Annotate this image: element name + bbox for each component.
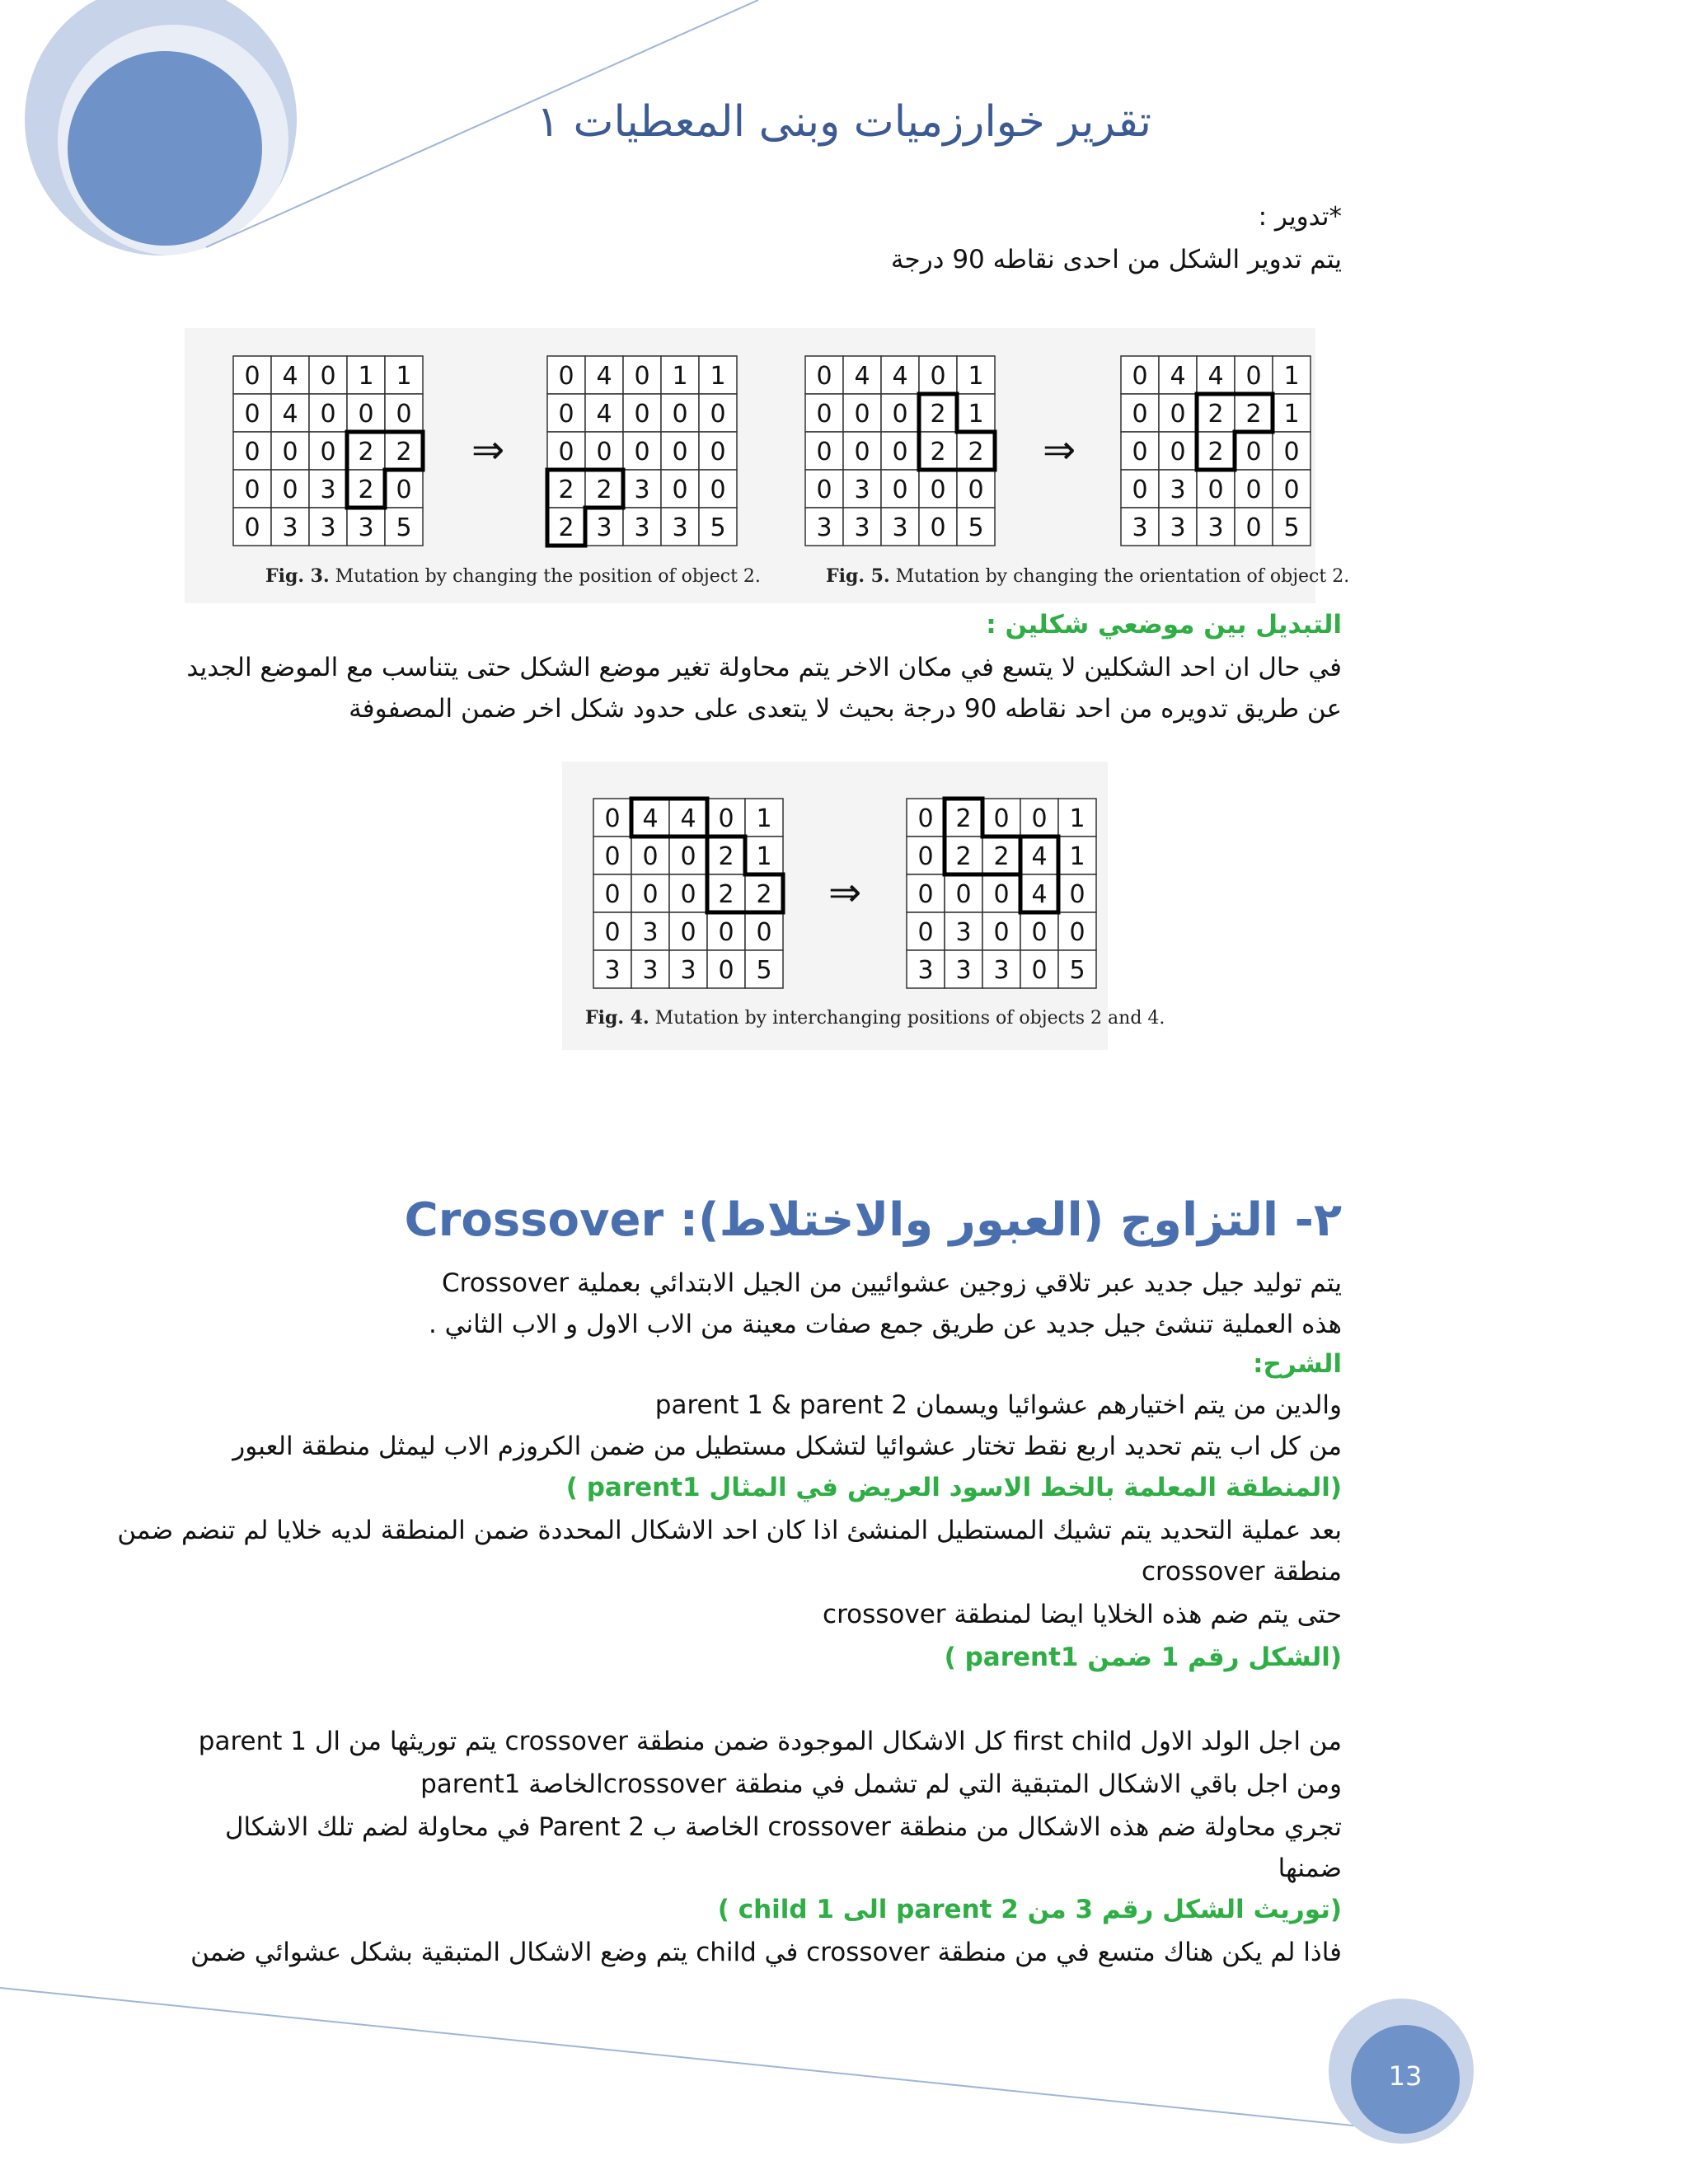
grid-cell-value: 2 — [955, 842, 972, 871]
grid-cell-value: 0 — [282, 476, 298, 504]
grid-cell-value: 0 — [604, 842, 621, 871]
grid-cell-value: 0 — [1132, 476, 1148, 504]
grid-cell-value: 2 — [596, 476, 612, 504]
grid-cell-value: 0 — [917, 804, 934, 833]
crossover-p3: والدين من يتم اختيارهم عشوائيا ويسمان parent 1 & parent 2 — [654, 1390, 1342, 1420]
arrow-fig4: ⇒ — [828, 869, 862, 916]
grid-cell-value: 3 — [1170, 476, 1186, 504]
grid-cell-value: 0 — [1132, 400, 1148, 429]
grid-cell-value: 4 — [892, 362, 908, 391]
grid-cell-value: 1 — [756, 804, 772, 833]
grid-cell-value: 0 — [930, 513, 946, 542]
grid-cell-value: 0 — [1207, 476, 1224, 504]
fig5-label: Fig. 5. — [826, 565, 890, 587]
grid-cell-value: 4 — [596, 362, 612, 391]
grid-cell-value: 0 — [993, 918, 1010, 947]
grid-cell-value: 3 — [1207, 513, 1224, 542]
page-title: تقرير خوارزميات وبنى المعطيات ١ — [537, 97, 1151, 147]
grid-cell-value: 0 — [244, 476, 260, 504]
grid-cell-value: 0 — [634, 362, 650, 391]
grid-cell-value: 0 — [642, 880, 659, 909]
grid-cell-value: 0 — [718, 956, 734, 985]
grid-cell-value: 4 — [1170, 362, 1186, 391]
grid-cell-value: 0 — [1245, 362, 1262, 391]
grid-cell-value: 3 — [955, 918, 972, 947]
grid-cell-value: 0 — [396, 400, 412, 429]
crossover-note-2: (الشكل رقم 1 ضمن parent1 ) — [944, 1643, 1342, 1672]
grid-cell-value: 3 — [917, 956, 934, 985]
fig3-caption-text: Mutation by changing the position of object 2. — [335, 566, 761, 587]
grid-cell-value: 0 — [244, 362, 260, 391]
grid-cell-value: 4 — [1207, 362, 1224, 391]
crossover-p9b: ضمنها — [1278, 1854, 1342, 1883]
grid-cell-value: 1 — [710, 362, 726, 391]
grid-cell-value: 0 — [558, 438, 574, 466]
grid-cell-value: 0 — [930, 362, 946, 391]
grid-cell-value: 2 — [955, 804, 972, 833]
grid-cell-value: 2 — [756, 880, 772, 909]
grid-cell-value: 2 — [993, 842, 1010, 871]
grid-cell-value: 0 — [816, 438, 832, 466]
crossover-p10: فاذا لم يكن هناك متسع في من منطقة crossover في child يتم وضع الاشكال المتبقية بشكل عشوائي ضمن — [190, 1938, 1342, 1967]
grid-cell-value: 5 — [1283, 513, 1300, 542]
fig5-caption-text: Mutation by changing the orientation of object 2. — [895, 566, 1350, 587]
grid-cell-value: 1 — [1283, 400, 1300, 429]
grid-cell-value: 1 — [396, 362, 412, 391]
grid-cell-value: 1 — [968, 400, 984, 429]
grid-cell-value: 0 — [1031, 804, 1048, 833]
grid-cell-value: 3 — [672, 513, 688, 542]
grid-cell-value: 0 — [718, 804, 734, 833]
grid-cell-value: 2 — [718, 842, 734, 871]
grid-cell-value: 0 — [892, 476, 908, 504]
grid-fig3-before — [229, 352, 427, 550]
grid-cell-value: 3 — [680, 956, 696, 985]
grid-cell-value: 0 — [917, 842, 934, 871]
grid-fig3-after — [543, 352, 741, 550]
page-number: 13 — [1388, 2060, 1423, 2092]
grid-cell-value: 0 — [244, 513, 260, 542]
grid-cell-value: 0 — [718, 918, 734, 947]
grid-cell-value: 3 — [320, 476, 336, 504]
grid-cell-value: 3 — [1170, 513, 1186, 542]
grid-cell-value: 0 — [1283, 476, 1300, 504]
grid-cell-value: 4 — [642, 804, 659, 833]
grid-cell-value: 0 — [672, 400, 688, 429]
grid-cell-value: 0 — [680, 842, 696, 871]
grid-cell-value: 3 — [320, 513, 336, 542]
grid-cell-value: 5 — [968, 513, 984, 542]
arrow-fig3: ⇒ — [471, 427, 505, 473]
grid-cell-value: 0 — [968, 476, 984, 504]
grid-cell-value: 3 — [892, 513, 908, 542]
fig4-caption — [585, 1007, 1165, 1029]
grid-cell-value: 0 — [634, 400, 650, 429]
swap-heading: التبديل بين موضعي شكلين : — [986, 610, 1342, 640]
grid-cell-value: 0 — [244, 438, 260, 466]
grid-cell-value: 2 — [930, 400, 946, 429]
grid-cell-value: 2 — [1207, 400, 1224, 429]
grid-cell-value: 2 — [358, 476, 374, 504]
grid-cell-value: 0 — [604, 804, 621, 833]
grid-cell-value: 2 — [968, 438, 984, 466]
grid-cell-value: 0 — [1069, 918, 1085, 947]
grid-cell-value: 3 — [854, 513, 870, 542]
swap-line-1: في حال ان احد الشكلين لا يتسع في مكان الاخر يتم محاولة تغير موضع الشكل حتى يتناسب مع الموضع الجديد — [186, 653, 1342, 682]
grid-cell-value: 1 — [968, 362, 984, 391]
fig3-label: Fig. 3. — [265, 565, 330, 587]
grid-cell-value: 0 — [596, 438, 612, 466]
grid-cell-value: 1 — [1069, 842, 1085, 871]
grid-cell-value: 0 — [282, 438, 298, 466]
grid-cell-value: 0 — [993, 880, 1010, 909]
grid-cell-value: 3 — [854, 476, 870, 504]
grid-cell-value: 0 — [320, 438, 336, 466]
grid-cell-value: 5 — [396, 513, 412, 542]
crossover-p4: من كل اب يتم تحديد اربع نقط تختار عشوائيا لتشكل مستطيل من ضمن الكروزم الاب ليمثل منطقة العبور — [232, 1432, 1342, 1461]
grid-cell-value: 0 — [993, 804, 1010, 833]
rotation-heading: *تدوير : — [1258, 202, 1342, 232]
grid-cell-value: 5 — [756, 956, 772, 985]
grid-cell-value: 0 — [930, 476, 946, 504]
grid-cell-value: 0 — [1170, 438, 1186, 466]
grid-fig4-after — [903, 794, 1100, 992]
crossover-note-3: (توريث الشكل رقم 3 من parent 2 الى child 1 ) — [717, 1895, 1342, 1924]
grid-cell-value: 0 — [1245, 438, 1262, 466]
grid-cell-value: 0 — [854, 438, 870, 466]
grid-cell-value: 3 — [358, 513, 374, 542]
grid-cell-value: 3 — [282, 513, 298, 542]
grid-cell-value: 0 — [358, 400, 374, 429]
grid-cell-value: 3 — [642, 956, 659, 985]
grid-cell-value: 4 — [282, 400, 298, 429]
footer-diagonal-line — [0, 1988, 1401, 2130]
explain-heading: الشرح: — [1253, 1349, 1342, 1379]
grid-cell-value: 3 — [634, 513, 650, 542]
grid-cell-value: 3 — [993, 956, 1010, 985]
grid-cell-value: 3 — [634, 476, 650, 504]
grid-cell-value: 1 — [672, 362, 688, 391]
grid-cell-value: 0 — [1132, 438, 1148, 466]
grid-cell-value: 0 — [680, 918, 696, 947]
grid-cell-value: 0 — [892, 400, 908, 429]
grid-cell-value: 0 — [320, 362, 336, 391]
grid-cell-value: 0 — [816, 400, 832, 429]
grid-cell-value: 0 — [244, 400, 260, 429]
grid-cell-value: 0 — [710, 400, 726, 429]
grid-cell-value: 0 — [672, 438, 688, 466]
grid-cell-value: 0 — [672, 476, 688, 504]
grid-cell-value: 0 — [634, 438, 650, 466]
grid-cell-value: 0 — [1132, 362, 1148, 391]
grid-cell-value: 5 — [1069, 956, 1085, 985]
grid-cell-value: 4 — [1031, 842, 1048, 871]
crossover-p2: هذه العملية تنشئ جيل جديد عن طريق جمع صفات معينة من الاب الاول و الاب الثاني . — [428, 1310, 1342, 1339]
grid-cell-value: 0 — [756, 918, 772, 947]
grid-cell-value: 1 — [756, 842, 772, 871]
grid-cell-value: 0 — [604, 880, 621, 909]
grid-cell-value: 0 — [1245, 513, 1262, 542]
fig5-caption — [826, 565, 1349, 587]
grid-cell-value: 2 — [358, 438, 374, 466]
crossover-p9a: تجري محاولة ضم هذه الاشكال من منطقة crossover الخاصة ب Parent 2 في محاولة لضم تلك الاشكال — [224, 1812, 1342, 1842]
grid-cell-value: 3 — [816, 513, 832, 542]
header-inner-circle — [68, 51, 262, 246]
fig3-caption — [265, 565, 761, 587]
fig4-caption-text: Mutation by interchanging positions of objects 2 and 4. — [654, 1008, 1165, 1029]
grid-cell-value: 2 — [558, 513, 574, 542]
grid-cell-value: 1 — [1283, 362, 1300, 391]
grid-cell-value: 0 — [1170, 400, 1186, 429]
grid-cell-value: 5 — [710, 513, 726, 542]
grid-cell-value: 2 — [396, 438, 412, 466]
grid-cell-value: 0 — [320, 400, 336, 429]
grid-cell-value: 4 — [282, 362, 298, 391]
grid-cell-value: 0 — [917, 880, 934, 909]
grid-cell-value: 2 — [1245, 400, 1262, 429]
grid-cell-value: 0 — [1031, 956, 1048, 985]
grid-cell-value: 2 — [1207, 438, 1224, 466]
grid-cell-value: 0 — [710, 476, 726, 504]
grid-cell-value: 2 — [930, 438, 946, 466]
crossover-note-1: (المنطقة المعلمة بالخط الاسود العريض في المثال parent1 ) — [565, 1473, 1342, 1502]
grid-cell-value: 0 — [680, 880, 696, 909]
grid-cell-value: 0 — [396, 476, 412, 504]
grid-fig5-after — [1117, 352, 1315, 550]
grid-cell-value: 0 — [1069, 880, 1085, 909]
grid-cell-value: 3 — [642, 918, 659, 947]
crossover-p5a: بعد عملية التحديد يتم تشيك المستطيل المنشئ اذا كان احد الاشكال المحددة ضمن المنطقة لديه خلايا لم تنضم ضمن — [117, 1516, 1342, 1545]
grid-cell-value: 0 — [892, 438, 908, 466]
arrow-fig5: ⇒ — [1043, 427, 1076, 473]
grid-cell-value: 0 — [710, 438, 726, 466]
grid-cell-value: 0 — [955, 880, 972, 909]
grid-fig5-before — [801, 352, 999, 550]
grid-cell-value: 3 — [604, 956, 621, 985]
crossover-heading: ٢- التزاوج (العبور والاختلاط): Crossover — [404, 1193, 1342, 1247]
grid-cell-value: 0 — [816, 476, 832, 504]
grid-cell-value: 0 — [854, 400, 870, 429]
crossover-p8: ومن اجل باقي الاشكال المتبقية التي لم تشمل في منطقة crossoverالخاصة parent1 — [420, 1769, 1342, 1799]
grid-cell-value: 0 — [917, 918, 934, 947]
crossover-p5b: منطقة crossover — [1141, 1557, 1342, 1586]
grid-cell-value: 4 — [596, 400, 612, 429]
grid-cell-value: 0 — [816, 362, 832, 391]
grid-cell-value: 0 — [1245, 476, 1262, 504]
grid-cell-value: 0 — [1283, 438, 1300, 466]
grid-cell-value: 3 — [1132, 513, 1148, 542]
grid-cell-value: 0 — [558, 400, 574, 429]
crossover-p7: من اجل الولد الاول first child كل الاشكال الموجودة ضمن منطقة crossover يتم توريثها من ال parent 1 — [198, 1727, 1342, 1756]
grid-cell-value: 3 — [955, 956, 972, 985]
grid-cell-value: 0 — [642, 842, 659, 871]
grid-cell-value: 2 — [558, 476, 574, 504]
grid-cell-value: 4 — [680, 804, 696, 833]
grid-cell-value: 0 — [1031, 918, 1048, 947]
grid-cell-value: 2 — [718, 880, 734, 909]
swap-line-2: عن طريق تدويره من احد نقاطه 90 درجة بحيث لا يتعدى على حدود شكل اخر ضمن المصفوفة — [349, 694, 1342, 724]
fig4-label: Fig. 4. — [585, 1007, 649, 1029]
rotation-text: يتم تدوير الشكل من احدى نقاطه 90 درجة — [890, 245, 1342, 274]
grid-fig4-before — [589, 794, 787, 992]
grid-cell-value: 0 — [604, 918, 621, 947]
crossover-p6: حتى يتم ضم هذه الخلايا ايضا لمنطقة crossover — [823, 1600, 1342, 1629]
grid-cell-value: 4 — [854, 362, 870, 391]
grid-cell-value: 3 — [596, 513, 612, 542]
grid-cell-value: 1 — [1069, 804, 1085, 833]
grid-cell-value: 4 — [1031, 880, 1048, 909]
crossover-p1: يتم توليد جيل جديد عبر تلاقي زوجين عشوائيين من الجيل الابتدائي بعملية Crossover — [442, 1268, 1342, 1298]
grid-cell-value: 0 — [558, 362, 574, 391]
grid-cell-value: 1 — [358, 362, 374, 391]
